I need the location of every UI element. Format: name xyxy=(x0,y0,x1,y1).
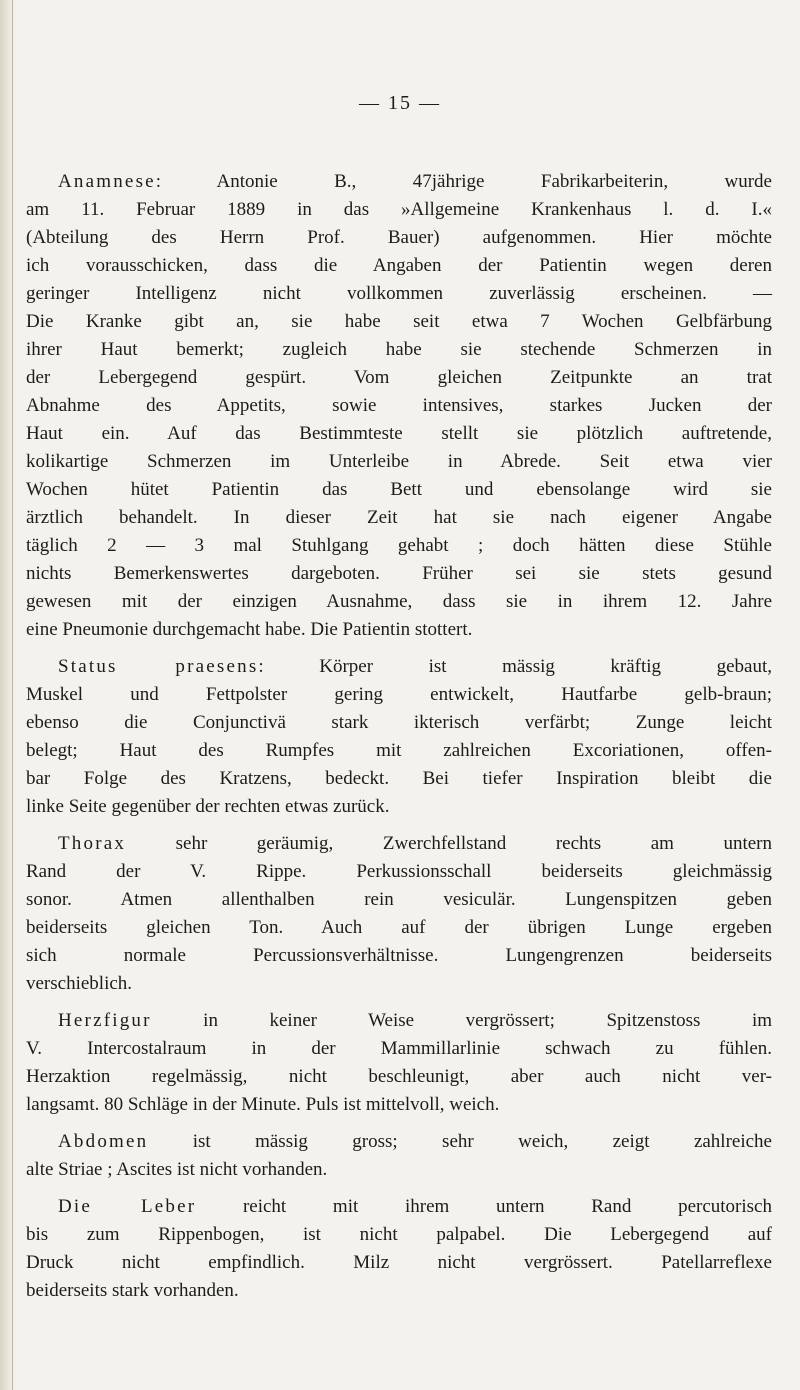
text-line xyxy=(26,793,772,821)
line-text: in keiner Weise vergrössert; Spitzenstoss im xyxy=(151,1010,772,1031)
text-line xyxy=(26,914,772,942)
text-line xyxy=(26,588,772,616)
line-text: Muskel und Fettpolster gering entwickelt, Hautfarbe gelb-braun; xyxy=(26,684,772,705)
line-text: Abnahme des Appetits, sowie intensives, starkes Jucken der xyxy=(26,395,772,416)
text-line xyxy=(26,765,772,793)
text-line xyxy=(26,224,772,252)
line-text: beiderseits stark vorhanden. xyxy=(26,1280,239,1301)
text-line xyxy=(26,1128,772,1156)
text-line xyxy=(26,1156,772,1184)
text-line xyxy=(26,196,772,224)
page-body xyxy=(26,168,772,1314)
text-line xyxy=(26,1221,772,1249)
line-text: belegt; Haut des Rumpfes mit zahlreichen Excoriationen, offen- xyxy=(26,740,772,761)
text-line xyxy=(26,858,772,886)
line-text: ich vorausschicken, dass die Angaben der Patientin wegen deren xyxy=(26,255,772,276)
line-text: sonor. Atmen allenthalben rein vesiculär. Lungenspitzen geben xyxy=(26,889,772,910)
text-line xyxy=(26,1091,772,1119)
text-line xyxy=(26,448,772,476)
paragraph xyxy=(26,653,772,821)
text-line xyxy=(26,308,772,336)
text-line xyxy=(26,1277,772,1305)
text-line xyxy=(26,1249,772,1277)
line-text: : Körper ist mässig kräftig gebaut, xyxy=(258,656,773,677)
line-text: Druck nicht empfindlich. Milz nicht vergrössert. Patellarreflexe xyxy=(26,1252,772,1273)
text-line xyxy=(26,737,772,765)
paragraph xyxy=(26,1007,772,1119)
text-line xyxy=(26,392,772,420)
line-text: bis zum Rippenbogen, ist nicht palpabel. Die Lebergegend auf xyxy=(26,1224,772,1245)
line-text: V. Intercostalraum in der Mammillarlinie schwach zu fühlen. xyxy=(26,1038,772,1059)
line-text: gewesen mit der einzigen Ausnahme, dass sie in ihrem 12. Jahre xyxy=(26,591,772,612)
section-heading: Herzfigur xyxy=(58,1010,152,1031)
line-text: verschieblich. xyxy=(26,973,133,994)
line-text: langsamt. 80 Schläge in der Minute. Puls ist mittelvoll, weich. xyxy=(26,1094,500,1115)
text-line xyxy=(26,168,772,196)
text-line xyxy=(26,336,772,364)
line-text: bar Folge des Kratzens, bedeckt. Bei tiefer Inspiration bleibt die xyxy=(26,768,772,789)
line-text: sich normale Percussionsverhältnisse. Lungengrenzen beiderseits xyxy=(26,945,772,966)
text-line xyxy=(26,280,772,308)
paragraph xyxy=(26,1193,772,1305)
text-line xyxy=(26,1035,772,1063)
text-line xyxy=(26,1063,772,1091)
line-text: Haut ein. Auf das Bestimmteste stellt sie plötzlich auftretende, xyxy=(26,423,772,444)
line-text: geringer Intelligenz nicht vollkommen zuverlässig erscheinen. — xyxy=(26,283,772,304)
line-text: ist mässig gross; sehr weich, zeigt zahlreiche xyxy=(148,1131,772,1152)
line-text: kolikartige Schmerzen im Unterleibe in Abrede. Seit etwa vier xyxy=(26,451,772,472)
text-line xyxy=(26,1193,772,1221)
line-text: : Antonie B., 47jährige Fabrikarbeiterin, wurde xyxy=(155,171,772,192)
line-text: alte Striae ; Ascites ist nicht vorhanden. xyxy=(26,1159,328,1180)
page-number: — 15 — xyxy=(359,92,441,114)
text-line xyxy=(26,532,772,560)
line-text: nichts Bemerkenswertes dargeboten. Früher sei sie stets gesund xyxy=(26,563,772,584)
text-line xyxy=(26,420,772,448)
line-text: täglich 2 — 3 mal Stuhlgang gehabt ; doch hätten diese Stühle xyxy=(26,535,772,556)
text-line xyxy=(26,681,772,709)
line-text: sehr geräumig, Zwerchfellstand rechts am untern xyxy=(126,833,772,854)
line-text: ihrer Haut bemerkt; zugleich habe sie stechende Schmerzen in xyxy=(26,339,772,360)
paragraph xyxy=(26,830,772,998)
text-line xyxy=(26,1007,772,1035)
text-line xyxy=(26,942,772,970)
section-heading: Thorax xyxy=(58,833,127,854)
line-text: beiderseits gleichen Ton. Auch auf der übrigen Lunge ergeben xyxy=(26,917,772,938)
text-line xyxy=(26,560,772,588)
text-line xyxy=(26,970,772,998)
line-text: reicht mit ihrem untern Rand percutorisch xyxy=(196,1196,772,1217)
text-line xyxy=(26,476,772,504)
section-heading: Die Leber xyxy=(58,1196,197,1217)
line-text: Wochen hütet Patientin das Bett und ebensolange wird sie xyxy=(26,479,772,500)
line-text: Die Kranke gibt an, sie habe seit etwa 7 Wochen Gelbfärbung xyxy=(26,311,772,332)
text-line xyxy=(26,504,772,532)
text-line xyxy=(26,364,772,392)
section-heading: Anamnese xyxy=(58,171,156,192)
text-line xyxy=(26,653,772,681)
text-line xyxy=(26,830,772,858)
binding-edge-line xyxy=(12,0,13,1390)
line-text: eine Pneumonie durchgemacht habe. Die Patientin stottert. xyxy=(26,619,473,640)
line-text: ärztlich behandelt. In dieser Zeit hat sie nach eigener Angabe xyxy=(26,507,772,528)
paragraph xyxy=(26,1128,772,1184)
section-heading: Abdomen xyxy=(58,1131,149,1152)
line-text: der Lebergegend gespürt. Vom gleichen Zeitpunkte an trat xyxy=(26,367,772,388)
line-text: linke Seite gegenüber der rechten etwas zurück. xyxy=(26,796,390,817)
page-gutter-shadow xyxy=(0,0,16,1390)
text-line xyxy=(26,616,772,644)
text-line xyxy=(26,252,772,280)
line-text: Rand der V. Rippe. Perkussionsschall beiderseits gleichmässig xyxy=(26,861,772,882)
paragraph xyxy=(26,168,772,644)
line-text: am 11. Februar 1889 in das »Allgemeine Krankenhaus l. d. I.« xyxy=(26,199,772,220)
line-text: (Abteilung des Herrn Prof. Bauer) aufgenommen. Hier möchte xyxy=(26,227,772,248)
section-heading: Status praesens xyxy=(58,656,259,677)
text-line xyxy=(26,709,772,737)
text-line xyxy=(26,886,772,914)
line-text: ebenso die Conjunctivä stark ikterisch verfärbt; Zunge leicht xyxy=(26,712,772,733)
line-text: Herzaktion regelmässig, nicht beschleunigt, aber auch nicht ver- xyxy=(26,1066,772,1087)
